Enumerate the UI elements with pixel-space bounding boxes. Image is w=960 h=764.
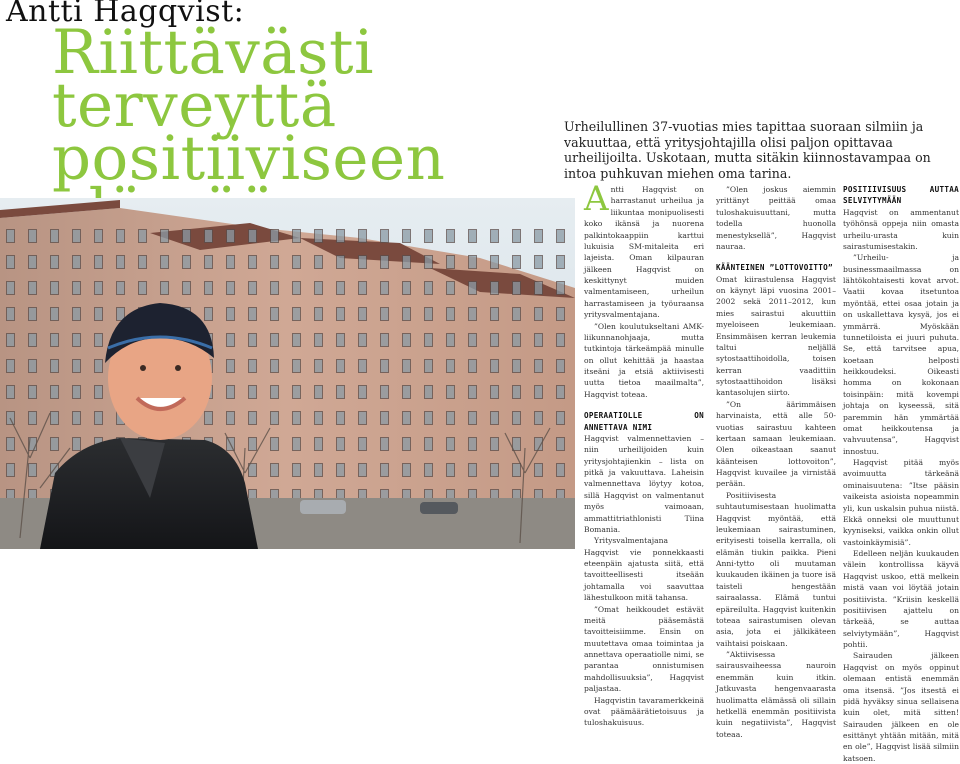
col1-paragraph-1: ntti Hagqvist on harrastanut urheilua ja liikuntaa monipuolisesti koko ikänsä ja nuorena palkintokaappiin karttui lukuisia SM-mitaleita eri lajeista. Oman kilpauran jälkeen Hagqvist on keskittynyt muiden valmentamiseen, urheilun harrastamiseen ja työuraansa yritysvalmentajana.	[584, 185, 704, 320]
drop-cap: A	[584, 179, 609, 219]
col3-paragraph-4: Edelleen neljän kuukauden välein kontrollissa käyvä Hagqvist uskoo, että melkein mistä vaan voi löytää jotain positiivista. ”Kriisin keskellä positiivisen ajattelu on tärkeää, se auttaa selviytymään”, Hagqvist pohtii.	[843, 549, 959, 649]
col2-paragraph-4: Positiivisesta suhtautumisestaan huolimatta Hagqvist myöntää, että leukemiaan sairastuminen, erityisesti toisella kerralla, oli elämän tiukin paikka. Pieni Anni-tytto oli muutaman kuukauden ikäinen ja tuore isä taisteli hengestään sairaalassa. Elämä tuntui epäreilulta. Hagqvist kuitenkin toteaa sairastumisen olevan asia, jota ei jälkikäteen vaihtaisi poiskaan.	[716, 490, 836, 648]
col3-paragraph-1: Hagqvist on ammentanut työhönsä oppeja niin omasta urheilu-urasta kuin sairastumisestakin.	[843, 207, 959, 251]
col1-paragraph-4: Yritysvalmentajana Hagqvist vie ponnekkaasti eteenpäin ajatusta siitä, että tavoitteellisesti itseään johtamalla voi saavuttaa lähestulkoon mitä tahansa.	[584, 536, 704, 603]
article-lead: Urheilullinen 37-vuotias mies tapittaa suoraan silmiin ja vakuuttaa, että yritysjohtajilla olisi paljon opittavaa urheilijoilta. Uskotaan, mutta sitäkin kiinnostavampaa on intoa puhkuvan miehen oma tarina.	[564, 119, 931, 181]
col3-paragraph-5: Sairauden jälkeen Hagqvist on myös oppinut olemaan entistä enemmän oma itsensä. ”Jos itsestä ei pidä hyväksy sinua sellaisena kuin olet, mitä sitten! Sairauden jälkeen en ole esittänyt yhtään mitään, mitä en ole”, Hagqvist lisää silmiin katsoen.	[843, 651, 959, 763]
col1-paragraph-6: Hagqvistin tavaramerkkeinä ovat päämäärätietoisuus ja tuloshakuisuus.	[584, 695, 704, 728]
col1-subheading: OPERAATIOLLE ON ANNETTAVA NIMI	[584, 411, 704, 432]
article-column-1	[584, 179, 704, 729]
col2-paragraph-1: ”Olen joskus aiemmin yrittänyt peittää omaa tuloshakuisuuttani, mutta todella huonolla menestyksellä”, Hagqvist nauraa.	[716, 185, 836, 251]
article-column-3	[843, 184, 959, 764]
col2-subheading: KÄÄNTEINEN ”LOTTOVOITTO”	[716, 263, 833, 273]
col3-paragraph-3: Hagqvist pitää myös avoimuutta tärkeänä ominaisuutena: ”Itse pääsin vaikeista asioista nopeammin yli, kun uskalsin puhua niistä. Ekkä onneksi ole muuttunut kyyniseksi, vaikka onkin ollut vastoinkäymisiä”.	[843, 458, 959, 547]
col3-paragraph-2: ”Urheilu- ja businessmaailmassa on lähtökohtaisesti kovat arvot. Vaatii kovaa itsetuntoa myöntää, ettei osaa jotain ja on uskallettava kysyä, jos ei ymmärrä. Myöskään tunnetiloista ei juuri puhuta. Se, että tarvitsee apua, koetaan helposti heikkoudeksi. Oikeasti homma on kokonaan toisinpäin: mitä kovempi johtaja on kyseessä, sitä paremmin hän ymmärtää omat heikkoutensa ja vahvuutensa”, Hagqvist innostuu.	[843, 253, 959, 456]
col2-paragraph-5: ”Aktiivisessa sairausvaiheessa nauroin enemmän kuin itkin. Jatkuvasta hengenvaarasta huolimatta elämässä oli sillain hetkellä enemmän positiivista kuin negatiivista”, Hagqvist toteaa.	[716, 650, 836, 739]
article-headline: Riittävästi terveyttä positiiviseen	[52, 17, 446, 194]
col3-subheading: POSITIIVISUUS AUTTAA SELVIYTYMÄÄN	[843, 185, 959, 206]
col1-paragraph-3: Hagqvist valmennettavien – niin urheilijoiden kuin yritysjohtajienkin – lista on pitkä ja vakuuttava. Laheisin valmennettava löytyy kotoa, sillä Hagqvist on valmentanut myös vaimoaan, ammattitriathlonisti Tiina Bomania.	[584, 433, 704, 534]
col1-paragraph-2: ”Olen koulutukseltani AMK-liikunnanohjaaja, mutta tutkintoja tärkeämpää minulle on ollut kehittää ja haastaa itseäni ja etsiä aktiivisesti uutta tietoa maailmalta”, Hagqvist toteaa.	[584, 321, 704, 399]
col2-paragraph-3: ”On äärimmäisen harvinaista, että alle 50-vuotias sairastuu kahteen kertaan samaan leukemiaan. Olen oikeastaan saanut käänteisen lottovoiton”, Hagqvist kuvailee ja virnistää perään.	[716, 399, 836, 489]
article-kicker: Antti Hagqvist:	[6, 0, 245, 29]
col2-paragraph-2: Omat kiirastulensa Hagqvist on käynyt läpi vuosina 2001–2002 sekä 2011–2012, kun mies sairastui akuuttiin myeloiseen leukemiaan. Ensimmäisen kerran leukemia taltui neljällä sytostaattihoidolla, toisen kerran vaadittiin sytostaattihoidon lisäksi kantasolujen siirto.	[716, 274, 836, 398]
article-column-2	[716, 184, 836, 740]
col1-paragraph-5: ”Omat heikkoudet estävät meitä pääsemästä tavoitteisiimme. Ensin on muutettava omaa toimintaa ja annettava operaatiolle nimi, se parantaa onnistumisen mahdollisuuksia”, Hagqvist paljastaa.	[584, 604, 704, 694]
portrait-photo	[0, 198, 575, 549]
